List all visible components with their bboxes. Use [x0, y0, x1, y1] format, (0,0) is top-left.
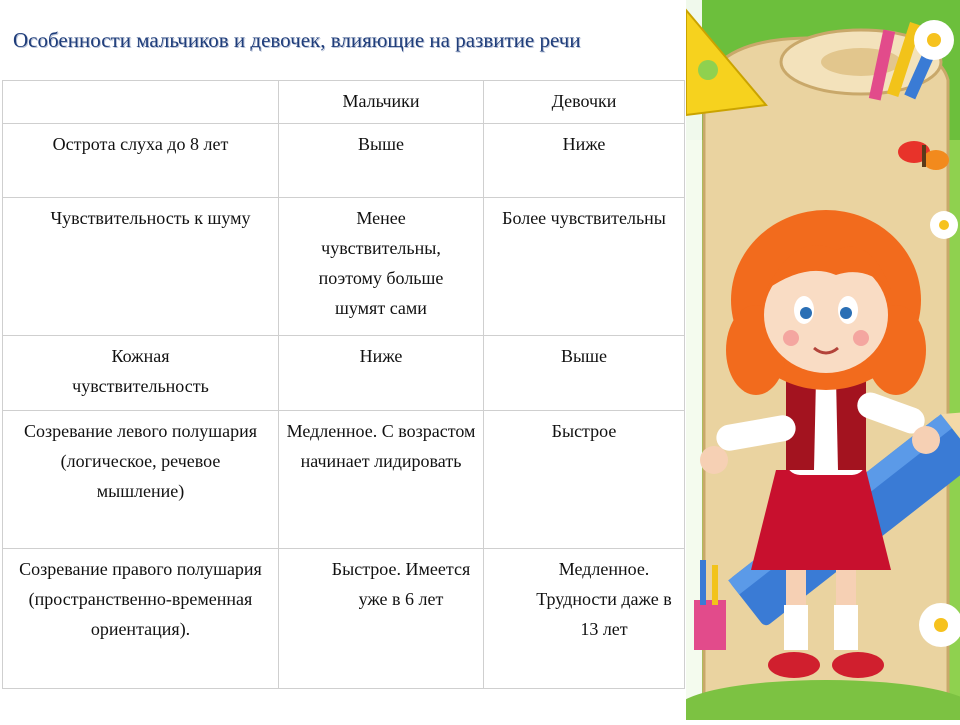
boys-cell: Ниже [279, 336, 484, 411]
illustration-svg [686, 0, 960, 720]
table-header-row [3, 81, 685, 124]
table-row [3, 411, 685, 549]
daisy-icon [930, 211, 958, 239]
boys-cell: Медленное. С возрастом начинает лидировать [279, 411, 484, 549]
girls-cell: Ниже [484, 124, 685, 198]
page-title: Особенности мальчиков и девочек, влияющие на развитие речи [13, 28, 581, 52]
girls-cell: Выше [484, 336, 685, 411]
header-cell-girls: Девочки [484, 81, 685, 124]
table-row [3, 336, 685, 411]
feature-cell: Созревание правого полушария (пространственно-временная ориентация). [3, 549, 279, 689]
daisy-icon [914, 20, 954, 60]
feature-cell: Чувствительность к шуму [3, 198, 279, 336]
boys-cell: Выше [279, 124, 484, 198]
comparison-table [2, 80, 685, 689]
header-cell-empty [3, 81, 279, 124]
table-row [3, 198, 685, 336]
girls-cell: Медленное. Трудности даже в 13 лет [484, 549, 685, 689]
feature-cell: Созревание левого полушария (логическое, речевое мышление) [3, 411, 279, 549]
shoe-icon [768, 652, 820, 678]
feature-cell: Кожная чувствительность [3, 336, 279, 411]
girls-cell: Более чувствительны [484, 198, 685, 336]
girls-cell: Быстрое [484, 411, 685, 549]
boys-cell: Менее чувствительны, поэтому больше шумят сами [279, 198, 484, 336]
header-cell-boys: Мальчики [279, 81, 484, 124]
girl-with-pencil-illustration [686, 0, 960, 720]
shoe-icon [832, 652, 884, 678]
boys-cell: Быстрое. Имеется уже в 6 лет [279, 549, 484, 689]
table-row [3, 124, 685, 198]
table-row [3, 549, 685, 689]
pencil-cup-icon [694, 600, 726, 650]
feature-cell: Острота слуха до 8 лет [3, 124, 279, 198]
